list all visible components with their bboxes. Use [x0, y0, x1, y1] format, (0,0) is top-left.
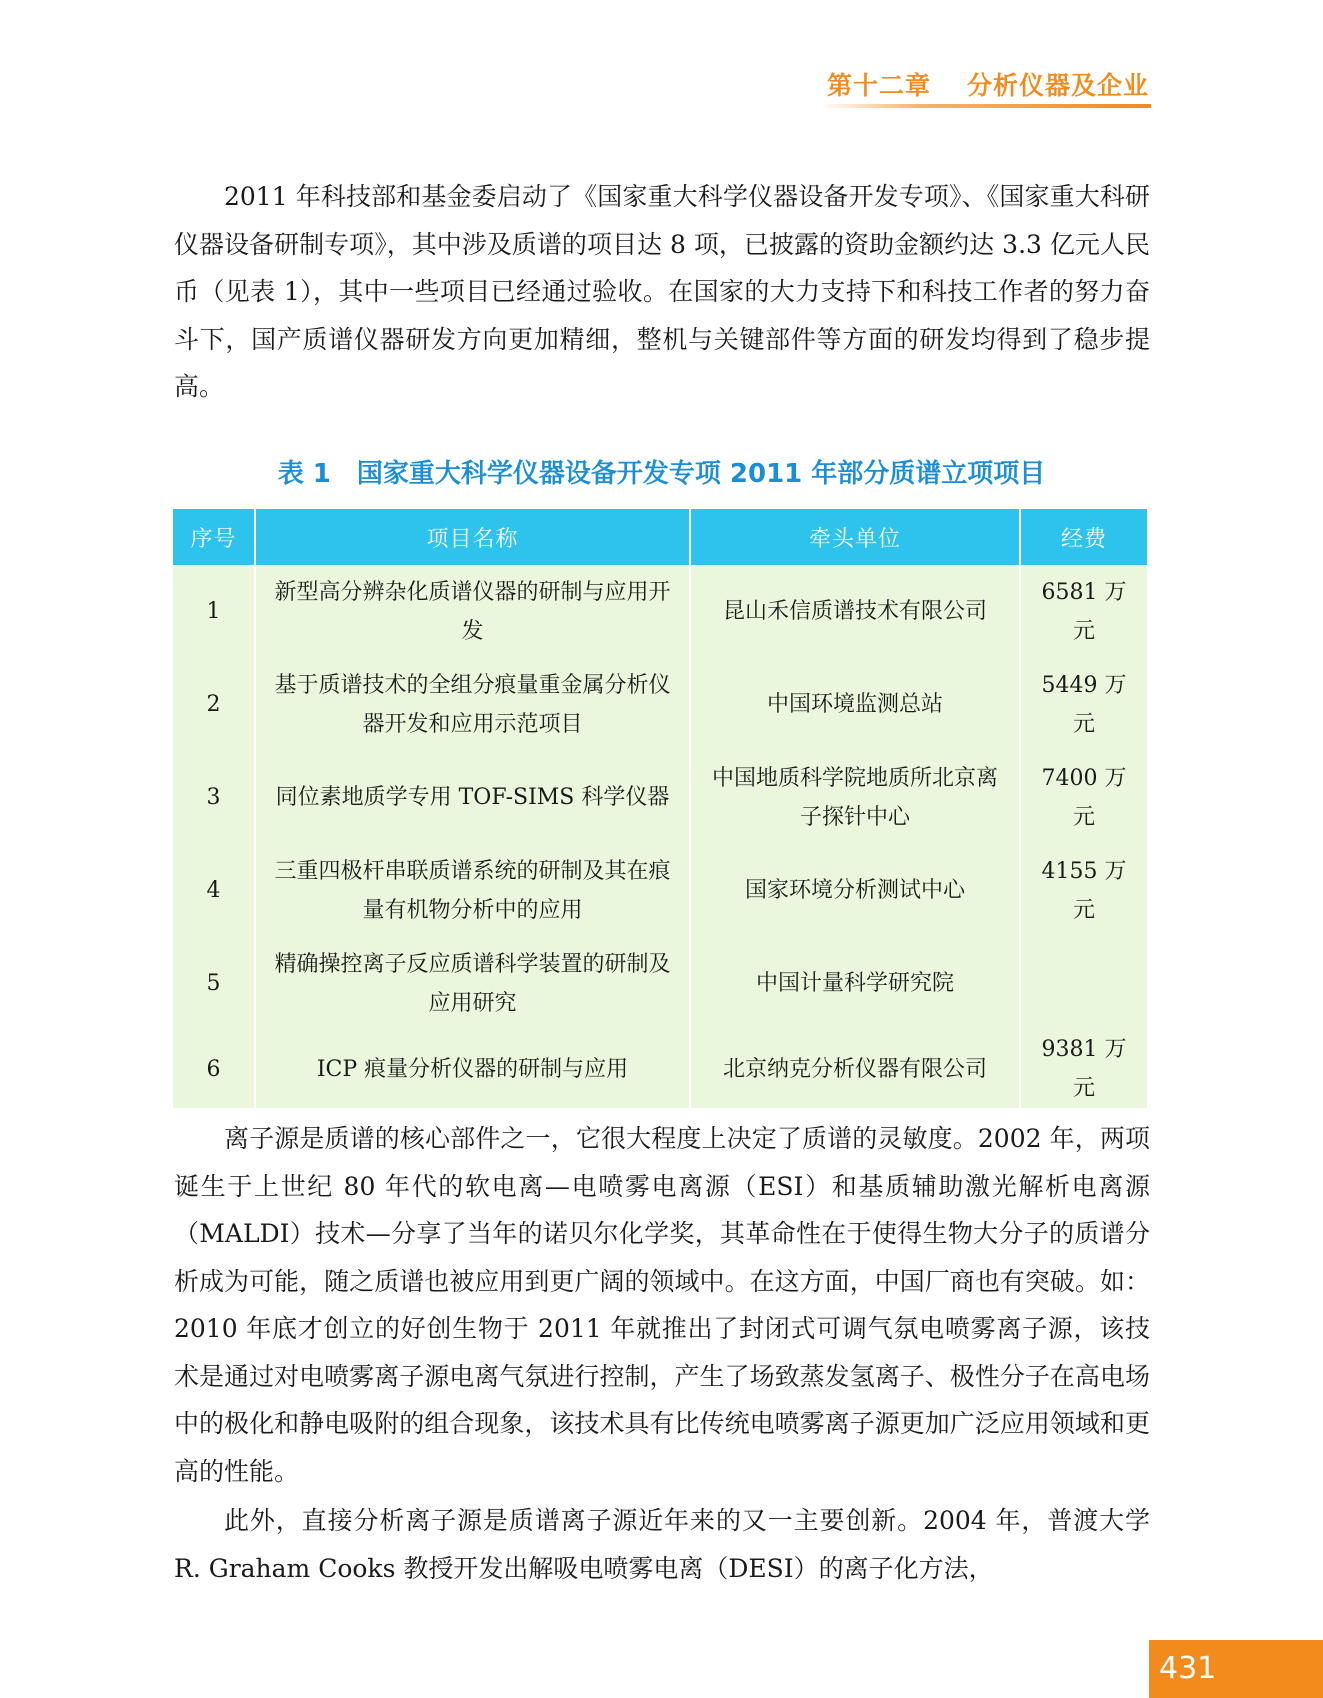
cell-lead-unit: 北京纳克分析仪器有限公司 [690, 1030, 1020, 1108]
cell-lead-unit: 中国环境监测总站 [690, 658, 1020, 751]
table-caption-title: 国家重大科学仪器设备开发专项 2011 年部分质谱立项项目 [356, 459, 1046, 489]
table-row [173, 844, 1147, 937]
cell-project-name: 同位素地质学专用 TOF-SIMS 科学仪器 [255, 751, 690, 844]
cell-index: 4 [206, 878, 221, 903]
header-project-name: 项目名称 [255, 509, 690, 565]
page-number: 431 [1149, 1640, 1323, 1698]
cell-funding: 6581 万元 [1020, 565, 1147, 658]
cell-funding: 7400 万元 [1020, 751, 1147, 844]
chapter-title: 分析仪器及企业 [966, 71, 1149, 100]
header-rule [820, 104, 1151, 108]
table-row [173, 751, 1147, 844]
cell-project-name: 新型高分辨杂化质谱仪器的研制与应用开发 [255, 565, 690, 658]
cell-lead-unit: 中国计量科学研究院 [690, 937, 1020, 1030]
cell-lead-unit: 昆山禾信质谱技术有限公司 [690, 565, 1020, 658]
projects-table [173, 509, 1147, 1108]
cell-funding: 9381 万元 [1020, 1030, 1147, 1108]
cell-index: 2 [206, 692, 221, 717]
cell-funding: 5449 万元 [1020, 658, 1147, 751]
paragraph-intro: 2011 年科技部和基金委启动了《国家重大科学仪器设备开发专项》、《国家重大科研仪器设备研制专项》，其中涉及质谱的项目达 8 项，已披露的资助金额约达 3.3 亿元人民币（见表 1），其中一些项目已经通过验收。在国家的大力支持下和科技工作者的努力奋斗下，国产质谱仪器研发方向更加精细，整机与关键部件等方面的研发均得到了稳步提高。 [174, 182, 1150, 401]
table-caption [0, 453, 1323, 490]
cell-index: 5 [206, 971, 221, 996]
table-row [173, 658, 1147, 751]
header-lead-unit: 牵头单位 [690, 509, 1020, 565]
cell-project-name: 精确操控离子反应质谱科学装置的研制及应用研究 [255, 937, 690, 1030]
running-header [827, 66, 1149, 102]
cell-funding: 4155 万元 [1020, 844, 1147, 937]
paragraph-direct-analysis: 此外，直接分析离子源是质谱离子源近年来的又一主要创新。2004 年，普渡大学 R. Graham Cooks 教授开发出解吸电喷雾电离（DESI）的离子化方法， [174, 1506, 1150, 1583]
table-row [173, 1030, 1147, 1108]
cell-project-name: 三重四极杆串联质谱系统的研制及其在痕量有机物分析中的应用 [255, 844, 690, 937]
cell-lead-unit: 中国地质科学院地质所北京离子探针中心 [690, 751, 1020, 844]
cell-project-name: 基于质谱技术的全组分痕量重金属分析仪器开发和应用示范项目 [255, 658, 690, 751]
cell-index: 6 [206, 1056, 221, 1082]
table-header-row [173, 509, 1147, 565]
table-caption-number: 表 1 [277, 459, 331, 489]
cell-lead-unit: 国家环境分析测试中心 [690, 844, 1020, 937]
cell-index: 1 [206, 599, 221, 624]
table-row [173, 565, 1147, 658]
cell-index: 3 [206, 785, 221, 810]
header-index: 序号 [173, 509, 255, 565]
chapter-number: 第十二章 [826, 71, 931, 100]
paragraph-ion-source: 离子源是质谱的核心部件之一，它很大程度上决定了质谱的灵敏度。2002 年，两项诞生于上世纪 80 年代的软电离—电喷雾电离源（ESI）和基质辅助激光解析电离源（MALDI）技术—分享了当年的诺贝尔化学奖，其革命性在于使得生物大分子的质谱分析成为可能，随之质谱也被应用到更广阔的领域中。在这方面，中国厂商也有突破。如：2010 年底才创立的好创生物于 2011 年就推出了封闭式可调气氛电喷雾离子源，该技术是通过对电喷雾离子源电离气氛进行控制，产生了场致蒸发氢离子、极性分子在高电场中的极化和静电吸附的组合现象，该技术具有比传统电喷雾离子源更加广泛应用领域和更高的性能。 [174, 1124, 1150, 1486]
cell-funding [1020, 937, 1147, 1030]
cell-project-name: ICP 痕量分析仪器的研制与应用 [255, 1030, 690, 1108]
table-row [173, 937, 1147, 1030]
header-funding: 经费 [1020, 509, 1147, 565]
